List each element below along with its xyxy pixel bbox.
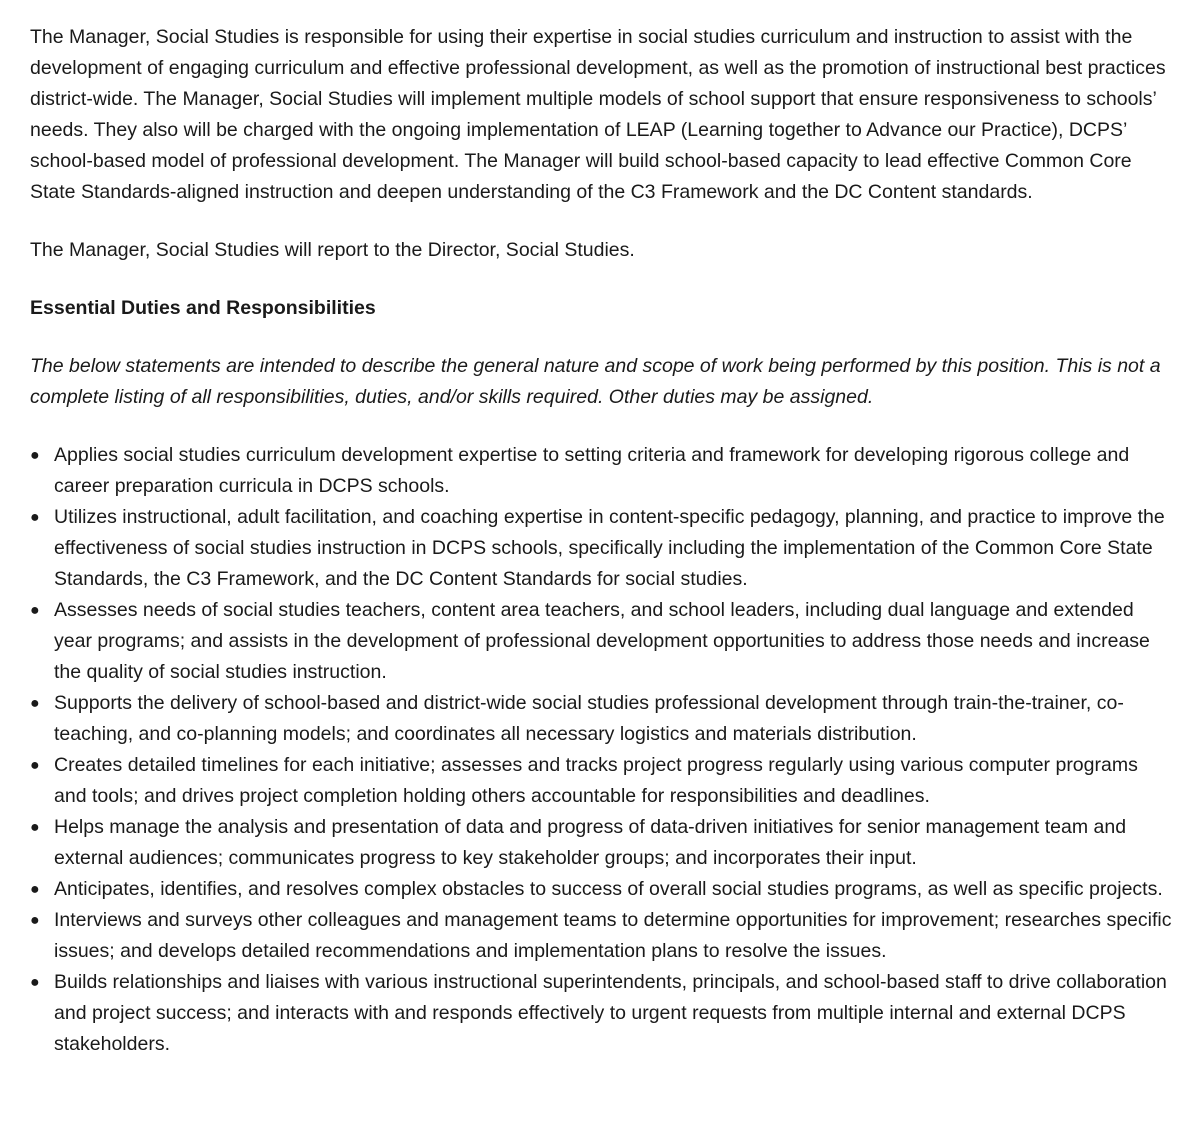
bullet-icon: ● [30,819,40,836]
duty-text: Builds relationships and liaises with various instructional superintendents, principals, and school-based staff to drive collaboration and project success; and interacts with and responds effectively to urgent requests from multiple internal and external DCPS stakeholders. [54,971,1167,1055]
bullet-icon: ● [30,695,40,712]
duty-text: Helps manage the analysis and presentation of data and progress of data-driven initiatives for senior management team and external audiences; communicates progress to key stakeholder groups; and incorporates their input. [54,816,1127,869]
list-item [30,595,1175,688]
duties-list [30,440,1175,1060]
duty-text: Creates detailed timelines for each initiative; assesses and tracks project progress regularly using various computer programs and tools; and drives project completion holding others accountable for responsibilities and deadlines. [54,754,1138,807]
list-item [30,905,1175,967]
bullet-icon: ● [30,912,40,929]
reporting-line: The Manager, Social Studies will report to the Director, Social Studies. [30,239,635,261]
list-item [30,967,1175,1060]
list-item [30,440,1175,502]
list-item [30,812,1175,874]
duty-text: Applies social studies curriculum development expertise to setting criteria and framework for developing rigorous college and career preparation curricula in DCPS schools. [54,444,1130,497]
bullet-icon: ● [30,509,40,526]
job-description-document [30,22,1175,1060]
bullet-icon: ● [30,602,40,619]
list-item [30,688,1175,750]
bullet-icon: ● [30,447,40,464]
duty-text: Assesses needs of social studies teachers, content area teachers, and school leaders, including dual language and extended year programs; and assists in the development of professional development opportunities to address those needs and increase the quality of social studies instruction. [54,599,1150,683]
bullet-icon: ● [30,881,40,898]
bullet-icon: ● [30,757,40,774]
bullet-icon: ● [30,974,40,991]
list-item [30,874,1175,905]
duty-text: Utilizes instructional, adult facilitation, and coaching expertise in content-specific pedagogy, planning, and practice to improve the effectiveness of social studies instruction in DCPS schools, specifically including the implementation of the Common Core State Standards, the C3 Framework, and the DC Content Standards for social studies. [54,506,1165,590]
disclaimer-note: The below statements are intended to describe the general nature and scope of work being performed by this position. This is not a complete listing of all responsibilities, duties, and/or skills required. Other duties may be assigned. [30,355,1161,408]
list-item [30,750,1175,812]
section-heading: Essential Duties and Responsibilities [30,297,376,319]
list-item [30,502,1175,595]
duty-text: Anticipates, identifies, and resolves complex obstacles to success of overall social studies programs, as well as specific projects. [54,878,1163,900]
intro-paragraph: The Manager, Social Studies is responsible for using their expertise in social studies curriculum and instruction to assist with the development of engaging curriculum and effective professional development, as well as the promotion of instructional best practices district-wide. The Manager, Social Studies will implement multiple models of school support that ensure responsiveness to schools’ needs. They also will be charged with the ongoing implementation of LEAP (Learning together to Advance our Practice), DCPS’ school-based model of professional development. The Manager will build school-based capacity to lead effective Common Core State Standards-aligned instruction and deepen understanding of the C3 Framework and the DC Content standards. [30,26,1166,203]
duty-text: Supports the delivery of school-based and district-wide social studies professional development through train-the-trainer, co-teaching, and co-planning models; and coordinates all necessary logistics and materials distribution. [54,692,1124,745]
duty-text: Interviews and surveys other colleagues and management teams to determine opportunities for improvement; researches specific issues; and develops detailed recommendations and implementation plans to resolve the issues. [54,909,1172,962]
